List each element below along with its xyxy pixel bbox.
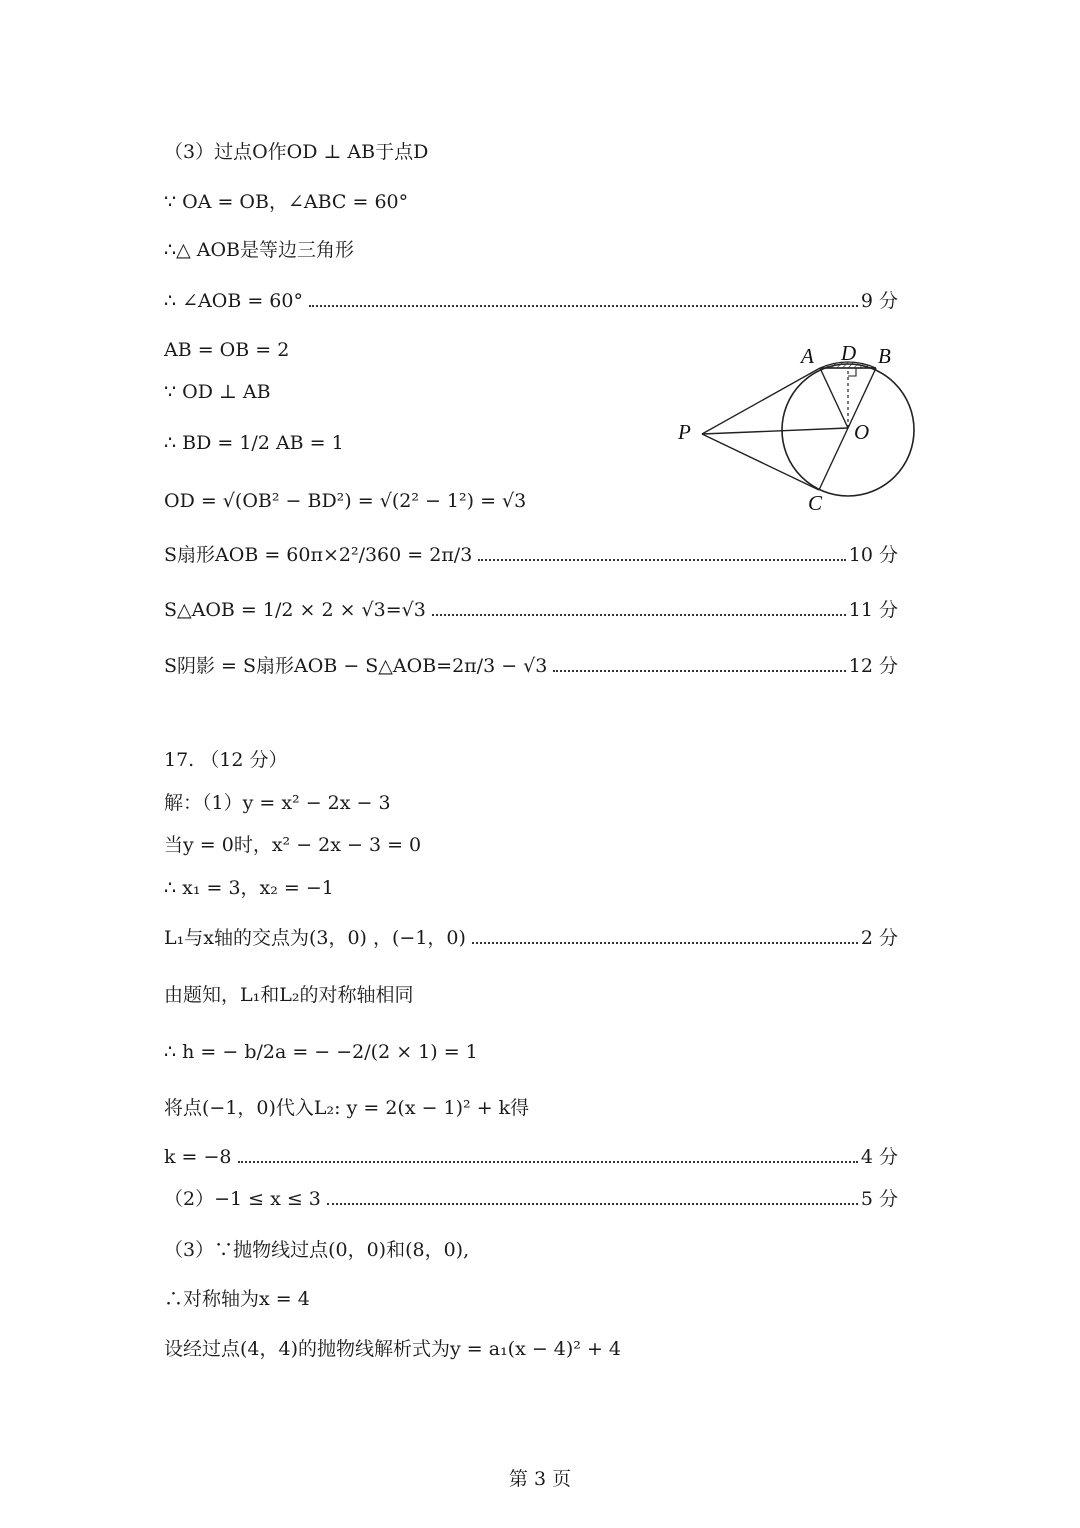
label-a: A xyxy=(801,344,814,368)
radius-oc xyxy=(819,428,848,490)
step-text: （3）过点O作OD ⊥ AB于点D xyxy=(164,141,429,163)
step-text: （3）∵抛物线过点(0，0)和(8，0), xyxy=(164,1239,470,1261)
tangent-pc xyxy=(702,434,819,490)
dot-leader xyxy=(238,1161,858,1163)
score-label: 11 分 xyxy=(848,599,898,621)
step-text: S扇形AOB = 60π×2²/360 = 2π/3 xyxy=(164,544,473,566)
dot-leader xyxy=(309,305,858,307)
radius-ob xyxy=(848,368,876,428)
label-c: C xyxy=(808,491,823,515)
step-text: k = −8 xyxy=(164,1146,232,1168)
score-label: 4 分 xyxy=(860,1146,898,1168)
step-vertex-form xyxy=(164,1340,621,1359)
step-roots xyxy=(164,879,334,898)
step-range xyxy=(164,1190,898,1209)
step-text: ∴ x₁ = 3，x₂ = −1 xyxy=(164,877,334,899)
step-text: ∴ ∠AOB = 60° xyxy=(164,290,303,312)
question-number: 17. （12 分） xyxy=(164,749,288,771)
score-label: 10 分 xyxy=(848,544,898,566)
step-text: AB = OB = 2 xyxy=(164,339,290,361)
step-text: ∴ h = − b/2a = − −2/(2 × 1) = 1 xyxy=(164,1041,478,1063)
dot-leader xyxy=(478,559,845,561)
step-text: 当y = 0时，x² − 2x − 3 = 0 xyxy=(164,834,422,856)
score-label: 2 分 xyxy=(860,927,898,949)
step-text: ∵ OA = OB，∠ABC = 60° xyxy=(164,191,409,213)
score-label: 12 分 xyxy=(848,655,898,677)
step-text: ∵ OD ⊥ AB xyxy=(164,381,271,403)
step-text: （2）−1 ≤ x ≤ 3 xyxy=(164,1188,321,1210)
dot-leader xyxy=(327,1203,858,1205)
step-text: ∴对称轴为x = 4 xyxy=(164,1288,310,1310)
step-text: L₁与x轴的交点为(3，0) ，(−1，0) xyxy=(164,927,466,949)
step-text: 解：（1）y = x² − 2x − 3 xyxy=(164,792,391,814)
right-angle-mark xyxy=(848,368,856,376)
page-number: 第 3 页 xyxy=(508,1468,572,1490)
label-b: B xyxy=(878,344,891,368)
step-same-axis xyxy=(164,986,413,1005)
step-text: 设经过点(4，4)的抛物线解析式为y = a₁(x − 4)² + 4 xyxy=(164,1338,622,1360)
step-text: 由题知，L₁和L₂的对称轴相同 xyxy=(164,984,414,1006)
label-d: D xyxy=(841,341,857,365)
step-intersections xyxy=(164,929,898,948)
step-text: OD = √(OB² − BD²) = √(2² − 1²) = √3 xyxy=(164,490,527,512)
segment-po xyxy=(702,428,848,434)
step-h-value xyxy=(164,1043,478,1062)
step-substitute xyxy=(164,1099,529,1118)
dot-leader xyxy=(553,670,845,672)
step-text: 将点(−1，0)代入L₂: y = 2(x − 1)² + k得 xyxy=(164,1097,530,1119)
step-axis-x4 xyxy=(164,1290,310,1309)
step-text: ∴ BD = 1/2 AB = 1 xyxy=(164,432,344,454)
dot-leader xyxy=(472,942,858,944)
question-17-header xyxy=(164,751,287,770)
step-od-perp-ab xyxy=(164,383,271,402)
circle-tangent-diagram xyxy=(676,336,926,516)
step-ab-eq-ob xyxy=(164,341,289,360)
step-text: ∴△ AOB是等边三角形 xyxy=(164,239,355,261)
step-text: S阴影 = S扇形AOB − S△AOB=2π/3 − √3 xyxy=(164,655,548,677)
dot-leader xyxy=(432,614,846,616)
tangent-pa xyxy=(702,368,820,434)
step-equilateral xyxy=(164,241,354,260)
score-label: 5 分 xyxy=(860,1188,898,1210)
step-shaded-area xyxy=(164,657,898,676)
step-bd xyxy=(164,434,344,453)
label-p: P xyxy=(678,420,691,444)
score-label: 9 分 xyxy=(860,290,898,312)
radius-oa xyxy=(820,368,848,428)
step-y-zero xyxy=(164,836,421,855)
step-k-value xyxy=(164,1148,898,1167)
step-parabola-points xyxy=(164,1241,469,1260)
step-text: S△AOB = 1/2 × 2 × √3=√3 xyxy=(164,599,426,621)
step-oa-eq-ob xyxy=(164,193,408,212)
step-construct-od xyxy=(164,143,428,162)
step-parabola xyxy=(164,794,391,813)
label-o: O xyxy=(854,420,870,444)
step-od-length xyxy=(164,492,526,511)
step-angle-aob xyxy=(164,292,898,311)
step-triangle-area xyxy=(164,601,898,620)
step-sector-area xyxy=(164,546,898,565)
